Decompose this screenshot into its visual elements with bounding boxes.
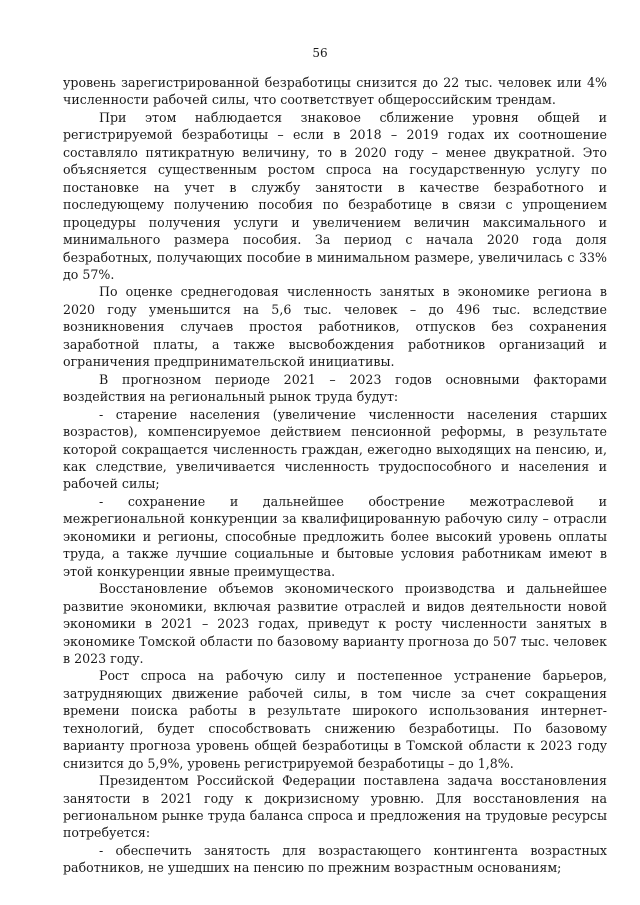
paragraph-labor-demand-growth: Рост спроса на рабочую силу и постепенное устранение барьеров, затрудняющих движение рабочей силы, в том числе за счет сокращения времени поиска работы в результате широкого использования интернет-технологий, будет способствовать снижению безработицы. По базовому варианту прогноза уровень общей безработицы в Томской области к 2023 году снизится до 5,9%, уровень регистрируемой безработицы – до 1,8%. bbox=[63, 668, 607, 771]
paragraph-unemployment-continuation: уровень зарегистрированной безработицы снизится до 22 тыс. человек или 4% численности рабочей силы, что соответствует общероссийским трендам. bbox=[63, 75, 607, 108]
paragraph-employment-estimate: По оценке среднегодовая численность занятых в экономике региона в 2020 году уменьшится на 5,6 тыс. человек – до 496 тыс. вследствие возникновения случаев простоя работников, отпусков без сохранения заработной платы, а также высвобождения работников организаций и ограничения предпринимательской инициативы. bbox=[63, 284, 607, 370]
paragraph-unemployment-convergence: При этом наблюдается знаковое сближение уровня общей и регистрируемой безработицы – если в 2018 – 2019 годах их соотношение составляло пятикратную величину, то в 2020 году – менее двукратной. Это объясняется существенным ростом спроса на государственную услугу по постановке на учет в службу занятости в качестве безработного и последующему получению пособия по безработице в связи с упрощением процедуры получения услуги и увеличением величин максимального и минимального размера пособия. За период с начала 2020 года доля безработных, получающих пособие в минимальном размере, увеличилась с 33% до 57%. bbox=[63, 109, 607, 282]
list-item-labor-competition: - сохранение и дальнейшее обострение межотраслевой и межрегиональной конкуренции за квалифицированную рабочую силу – отрасли экономики и регионы, способные предложить более высокий уровень оплаты труда, а также лучшие социальные и бытовые условия работникам имеют в этой конкуренции явные преимущества. bbox=[63, 493, 607, 579]
paragraph-presidential-task: Президентом Российской Федерации поставлена задача восстановления занятости в 2021 году к докризисному уровню. Для восстановления на региональном рынке труда баланса спроса и предложения на трудовые ресурсы потребуется: bbox=[63, 773, 607, 841]
page-number: 56 bbox=[312, 46, 328, 60]
paragraph-forecast-factors-intro: В прогнозном периоде 2021 – 2023 годов основными факторами воздействия на региональный рынок труда будут: bbox=[63, 371, 607, 405]
list-item-older-workers: - обеспечить занятость для возрастающего контингента возрастных работников, не ушедших на пенсию по прежним возрастным основаниям; bbox=[63, 842, 607, 876]
list-item-population-aging: - старение населения (увеличение численности населения старших возрастов), компенсируемое действием пенсионной реформы, в результате которой сокращается численность граждан, ежегодно выходящих на пенсию, и, как следствие, увеличивается численность трудоспособного и населения и рабочей силы; bbox=[63, 406, 607, 492]
document-body bbox=[63, 74, 607, 877]
paragraph-production-recovery: Восстановление объемов экономического производства и дальнейшее развитие экономики, включая развитие отраслей и видов деятельности новой экономики в 2021 – 2023 годах, приведут к росту численности занятых в экономике Томской области по базовому варианту прогноза до 507 тыс. человек в 2023 году. bbox=[63, 581, 607, 666]
